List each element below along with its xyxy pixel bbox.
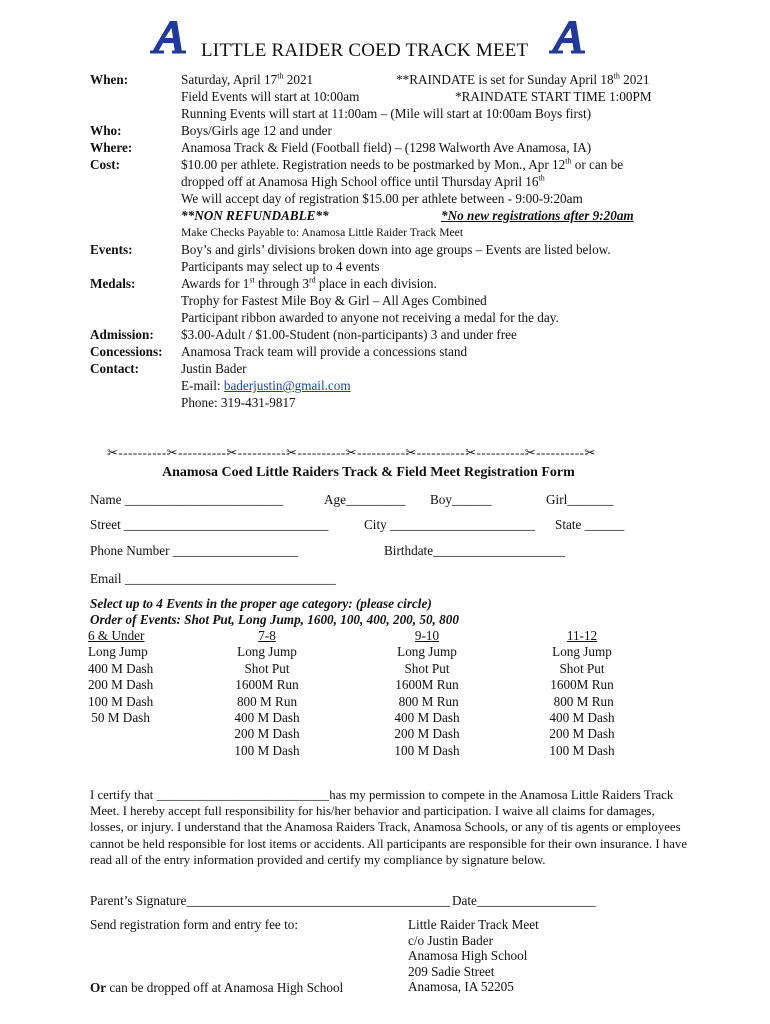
event-option[interactable]: Long Jump bbox=[88, 644, 148, 660]
email-field[interactable]: Email ________________________________ bbox=[90, 571, 336, 586]
event-option[interactable]: Shot Put bbox=[404, 660, 450, 676]
age-group-column-7-8 bbox=[222, 628, 312, 759]
address-line: Little Raider Track Meet bbox=[408, 917, 539, 932]
cost-line-3: We will accept day of registration $15.00 per athlete between - 9:00-9:20am bbox=[181, 191, 583, 206]
event-option[interactable]: 1600M Run bbox=[235, 677, 299, 693]
certification-paragraph: I certify that ___________________________has my permission to compete in the Anamosa Little Raiders Track Meet. I hereby accept full responsibility for his/her behavior and participation. I waive all claims for damages, losses, or injury. I understand that the Anamosa Raiders Track, Anamosa Schools, or any of tis agents or employees cannot be held responsible for lost items or accidents. All participants are responsible for their own insurance. I have read all of the entry information provided and certify my compliance by signature below. bbox=[90, 788, 688, 867]
contact-name: Justin Bader bbox=[181, 361, 247, 376]
event-option[interactable]: 100 M Dash bbox=[88, 693, 154, 709]
contact-phone: Phone: 319-431-9817 bbox=[181, 395, 296, 410]
boy-field[interactable]: Boy______ bbox=[430, 492, 492, 507]
events-line-2: Participants may select up to 4 events bbox=[181, 259, 380, 274]
medals-line-3: Participant ribbon awarded to anyone not receiving a medal for the day. bbox=[181, 310, 559, 325]
event-option[interactable]: 1600M Run bbox=[550, 677, 614, 693]
event-option[interactable]: Long Jump bbox=[397, 644, 457, 660]
event-option[interactable]: Shot Put bbox=[244, 660, 290, 676]
cost-line-2: dropped off at Anamosa High School office until Thursday April 16th bbox=[181, 173, 545, 189]
when-label: When: bbox=[90, 72, 129, 87]
who-label: Who: bbox=[90, 123, 122, 138]
age-group-heading: 6 & Under bbox=[88, 628, 145, 643]
medals-label: Medals: bbox=[90, 276, 136, 291]
event-option[interactable]: 100 M Dash bbox=[394, 742, 460, 758]
events-label: Events: bbox=[90, 242, 133, 257]
checks-payable-note: Make Checks Payable to: Anamosa Little Raider Track Meet bbox=[181, 226, 464, 239]
age-group-heading: 11-12 bbox=[566, 628, 598, 643]
send-registration-label: Send registration form and entry fee to: bbox=[90, 917, 299, 932]
event-option[interactable]: Long Jump bbox=[552, 644, 612, 660]
raider-logo-right-icon bbox=[549, 18, 591, 56]
when-date: Saturday, April 17th 2021 bbox=[181, 71, 314, 87]
event-option[interactable]: 200 M Dash bbox=[234, 726, 300, 742]
medals-line-2: Trophy for Fastest Mile Boy & Girl – All Ages Combined bbox=[181, 293, 487, 308]
form-title: Anamosa Coed Little Raiders Track & Field Meet Registration Form bbox=[162, 465, 575, 480]
email-link[interactable]: baderjustin@gmail.com bbox=[223, 378, 351, 393]
concessions-label: Concessions: bbox=[90, 344, 163, 359]
street-field[interactable]: Street _______________________________ bbox=[90, 517, 329, 532]
admission-value: $3.00-Adult / $1.00-Student (non-participants) 3 and under free bbox=[181, 327, 517, 342]
event-option[interactable]: 1600M Run bbox=[395, 677, 459, 693]
age-group-column-9-10 bbox=[382, 628, 472, 759]
page-title: LITTLE RAIDER COED TRACK MEET bbox=[201, 40, 529, 61]
order-of-events: Order of Events: Shot Put, Long Jump, 1600, 100, 400, 200, 50, 800 bbox=[90, 612, 459, 627]
contact-email: E-mail: baderjustin@gmail.com bbox=[181, 378, 351, 393]
raindate-note: **RAINDATE is set for Sunday April 18th 2021 bbox=[396, 71, 650, 87]
where-value: Anamosa Track & Field (Football field) – (1298 Walworth Ave Anamosa, IA) bbox=[181, 140, 592, 155]
event-option[interactable]: Shot Put bbox=[559, 660, 605, 676]
events-line-1: Boy’s and girls’ divisions broken down into age groups – Events are listed below. bbox=[181, 242, 611, 257]
medals-line-1: Awards for 1st through 3rd place in each division. bbox=[181, 275, 437, 291]
who-value: Boys/Girls age 12 and under bbox=[181, 123, 332, 138]
parent-signature-field[interactable]: Parent’s Signature________________________________________ bbox=[90, 893, 451, 908]
event-option[interactable]: 200 M Dash bbox=[549, 726, 615, 742]
raindate-start-time: *RAINDATE START TIME 1:00PM bbox=[455, 89, 652, 104]
age-group-column-6-under bbox=[88, 628, 160, 726]
signature-date-field[interactable]: Date__________________ bbox=[452, 893, 596, 908]
admission-label: Admission: bbox=[90, 327, 154, 342]
cost-line-1: $10.00 per athlete. Registration needs to be postmarked by Mon., Apr 12th or can be bbox=[181, 156, 624, 172]
state-field[interactable]: State ______ bbox=[555, 517, 625, 532]
event-option[interactable]: 400 M Dash bbox=[394, 710, 460, 726]
address-line: Anamosa High School bbox=[408, 948, 528, 964]
drop-off-note: Or can be dropped off at Anamosa High School bbox=[90, 980, 344, 995]
contact-label: Contact: bbox=[90, 361, 140, 376]
event-option[interactable]: 400 M Dash bbox=[234, 710, 300, 726]
event-option[interactable]: 400 M Dash bbox=[88, 660, 154, 676]
birthdate-field[interactable]: Birthdate____________________ bbox=[384, 543, 565, 558]
event-option[interactable]: 100 M Dash bbox=[549, 742, 615, 758]
select-events-instructions: Select up to 4 Events in the proper age category: (please circle) bbox=[90, 596, 432, 611]
event-option[interactable]: 100 M Dash bbox=[234, 742, 300, 758]
address-line: 209 Sadie Street bbox=[408, 963, 495, 979]
running-events-time: Running Events will start at 11:00am – (Mile will start at 10:00am Boys first) bbox=[181, 106, 592, 121]
age-group-column-11-12 bbox=[537, 628, 627, 759]
event-option[interactable]: 800 M Run bbox=[236, 693, 298, 709]
age-group-heading: 7-8 bbox=[258, 628, 276, 643]
city-field[interactable]: City ______________________ bbox=[364, 517, 536, 532]
address-line: Anamosa, IA 52205 bbox=[408, 979, 514, 995]
girl-field[interactable]: Girl_______ bbox=[546, 492, 614, 507]
event-option[interactable]: 800 M Run bbox=[395, 693, 459, 709]
age-group-heading: 9-10 bbox=[414, 628, 440, 643]
phone-field[interactable]: Phone Number ___________________ bbox=[90, 543, 299, 558]
event-option[interactable]: 800 M Run bbox=[550, 693, 614, 709]
non-refundable-note: **NON REFUNDABLE** bbox=[181, 208, 329, 223]
mailing-address bbox=[408, 917, 539, 995]
field-events-time: Field Events will start at 10:00am bbox=[181, 89, 360, 104]
address-line: c/o Justin Bader bbox=[408, 932, 493, 948]
event-option[interactable]: 200 M Dash bbox=[88, 677, 154, 693]
cost-label: Cost: bbox=[90, 157, 121, 172]
concessions-value: Anamosa Track team will provide a concessions stand bbox=[181, 344, 468, 359]
no-new-registrations-note: *No new registrations after 9:20am bbox=[441, 208, 634, 223]
where-label: Where: bbox=[90, 140, 133, 155]
scissors-cut-line: ✂----------✂----------✂----------✂----------✂----------✂----------✂----------✂----------✂ bbox=[107, 445, 596, 460]
age-field[interactable]: Age_________ bbox=[324, 492, 406, 507]
event-option[interactable]: 400 M Dash bbox=[549, 710, 615, 726]
event-option[interactable]: 50 M Dash bbox=[88, 710, 150, 726]
name-field[interactable]: Name ________________________ bbox=[90, 492, 284, 507]
event-option[interactable]: 200 M Dash bbox=[394, 726, 460, 742]
event-option[interactable]: Long Jump bbox=[237, 644, 297, 660]
raider-logo-left-icon bbox=[150, 18, 192, 56]
